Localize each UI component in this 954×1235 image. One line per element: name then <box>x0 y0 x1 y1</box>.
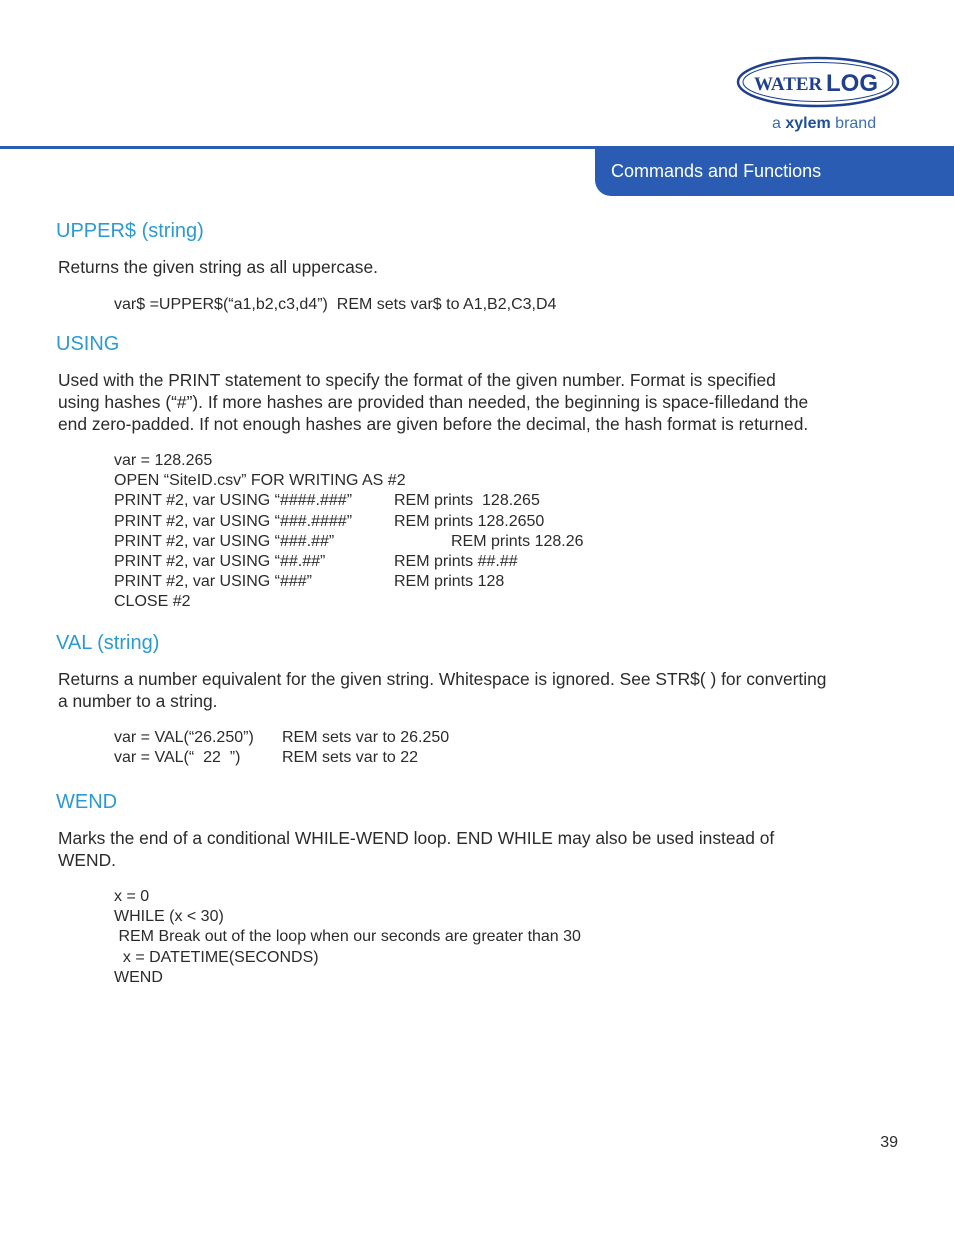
upper-code <box>114 295 556 315</box>
using-heading: USING <box>56 333 120 355</box>
logo-text-right: LOG <box>826 70 878 97</box>
val-heading: VAL (string) <box>56 632 160 654</box>
upper-heading: UPPER$ (string) <box>56 220 204 242</box>
using-desc-line: Used with the PRINT statement to specify the format of the given number. Format is specified <box>58 370 776 390</box>
section-tab: Commands and Functions <box>595 147 954 196</box>
code-line: PRINT #2, var USING “###.##” REM prints 128.26 <box>114 532 406 552</box>
code-line: var = VAL(“26.250”) REM sets var to 26.250 <box>114 728 254 748</box>
code-line: var = 128.265 <box>114 452 213 469</box>
wend-desc-line: WEND. <box>58 850 116 870</box>
brand-suffix: brand <box>830 115 877 132</box>
code-line: PRINT #2, var USING “###.####” REM prints 128.2650 <box>114 512 406 532</box>
code-comment: REM prints 128.2650 <box>394 512 545 530</box>
code-line: x = DATETIME(SECONDS) <box>114 948 319 966</box>
page-number: 39 <box>880 1134 898 1151</box>
code-line: var$ =UPPER$(“a1,b2,c3,d4”) REM sets var$ to A1,B2,C3,D4 <box>114 296 557 313</box>
wend-desc-line: Marks the end of a conditional WHILE-WEND loop. END WHILE may also be used instead of <box>58 828 775 848</box>
code-comment: REM prints 128.265 <box>394 492 540 510</box>
brand-line <box>772 115 876 133</box>
using-code <box>114 451 584 613</box>
code-comment: REM prints 128 <box>394 573 505 591</box>
upper-description: Returns the given string as all uppercase. <box>58 257 378 277</box>
code-line: WHILE (x < 30) <box>114 908 224 926</box>
val-desc-line: Returns a number equivalent for the given string. Whitespace is ignored. See STR$( ) for converting <box>58 669 827 689</box>
logo-text-left: WATER <box>754 74 823 95</box>
using-description <box>58 369 908 435</box>
code-line: REM Break out of the loop when our seconds are greater than 30 <box>114 928 581 946</box>
code-line: OPEN “SiteID.csv” FOR WRITING AS #2 <box>114 472 406 490</box>
wend-code <box>114 887 581 988</box>
waterlog-logo <box>736 56 900 108</box>
using-desc-line: using hashes (“#”). If more hashes are provided than needed, the beginning is space-filledand the <box>58 392 809 412</box>
wend-heading: WEND <box>56 791 118 813</box>
code-line: WEND <box>114 968 163 986</box>
code-comment: REM sets var to 26.250 <box>282 729 450 746</box>
code-comment: REM prints ##.## <box>394 552 518 570</box>
using-desc-line: end zero-padded. If not enough hashes are given before the decimal, the hash format is returned. <box>58 414 809 434</box>
val-desc-line: a number to a string. <box>58 691 218 711</box>
code-line: PRINT #2, var USING “##.##” REM prints ##.## <box>114 552 406 572</box>
val-code <box>114 728 450 768</box>
brand-prefix: a <box>772 115 786 132</box>
wend-description <box>58 827 908 871</box>
code-line: var = VAL(“ 22 ”) REM sets var to 22 <box>114 748 254 768</box>
code-comment: REM prints 128.26 <box>451 532 584 550</box>
brand-name: xylem <box>785 115 831 132</box>
code-line: x = 0 <box>114 888 150 905</box>
code-line: PRINT #2, var USING “###” REM prints 128 <box>114 572 406 592</box>
code-comment: REM sets var to 22 <box>282 749 419 767</box>
val-description <box>58 668 908 712</box>
code-line: CLOSE #2 <box>114 593 191 611</box>
code-line: PRINT #2, var USING “####.###” REM prints 128.265 <box>114 491 406 511</box>
